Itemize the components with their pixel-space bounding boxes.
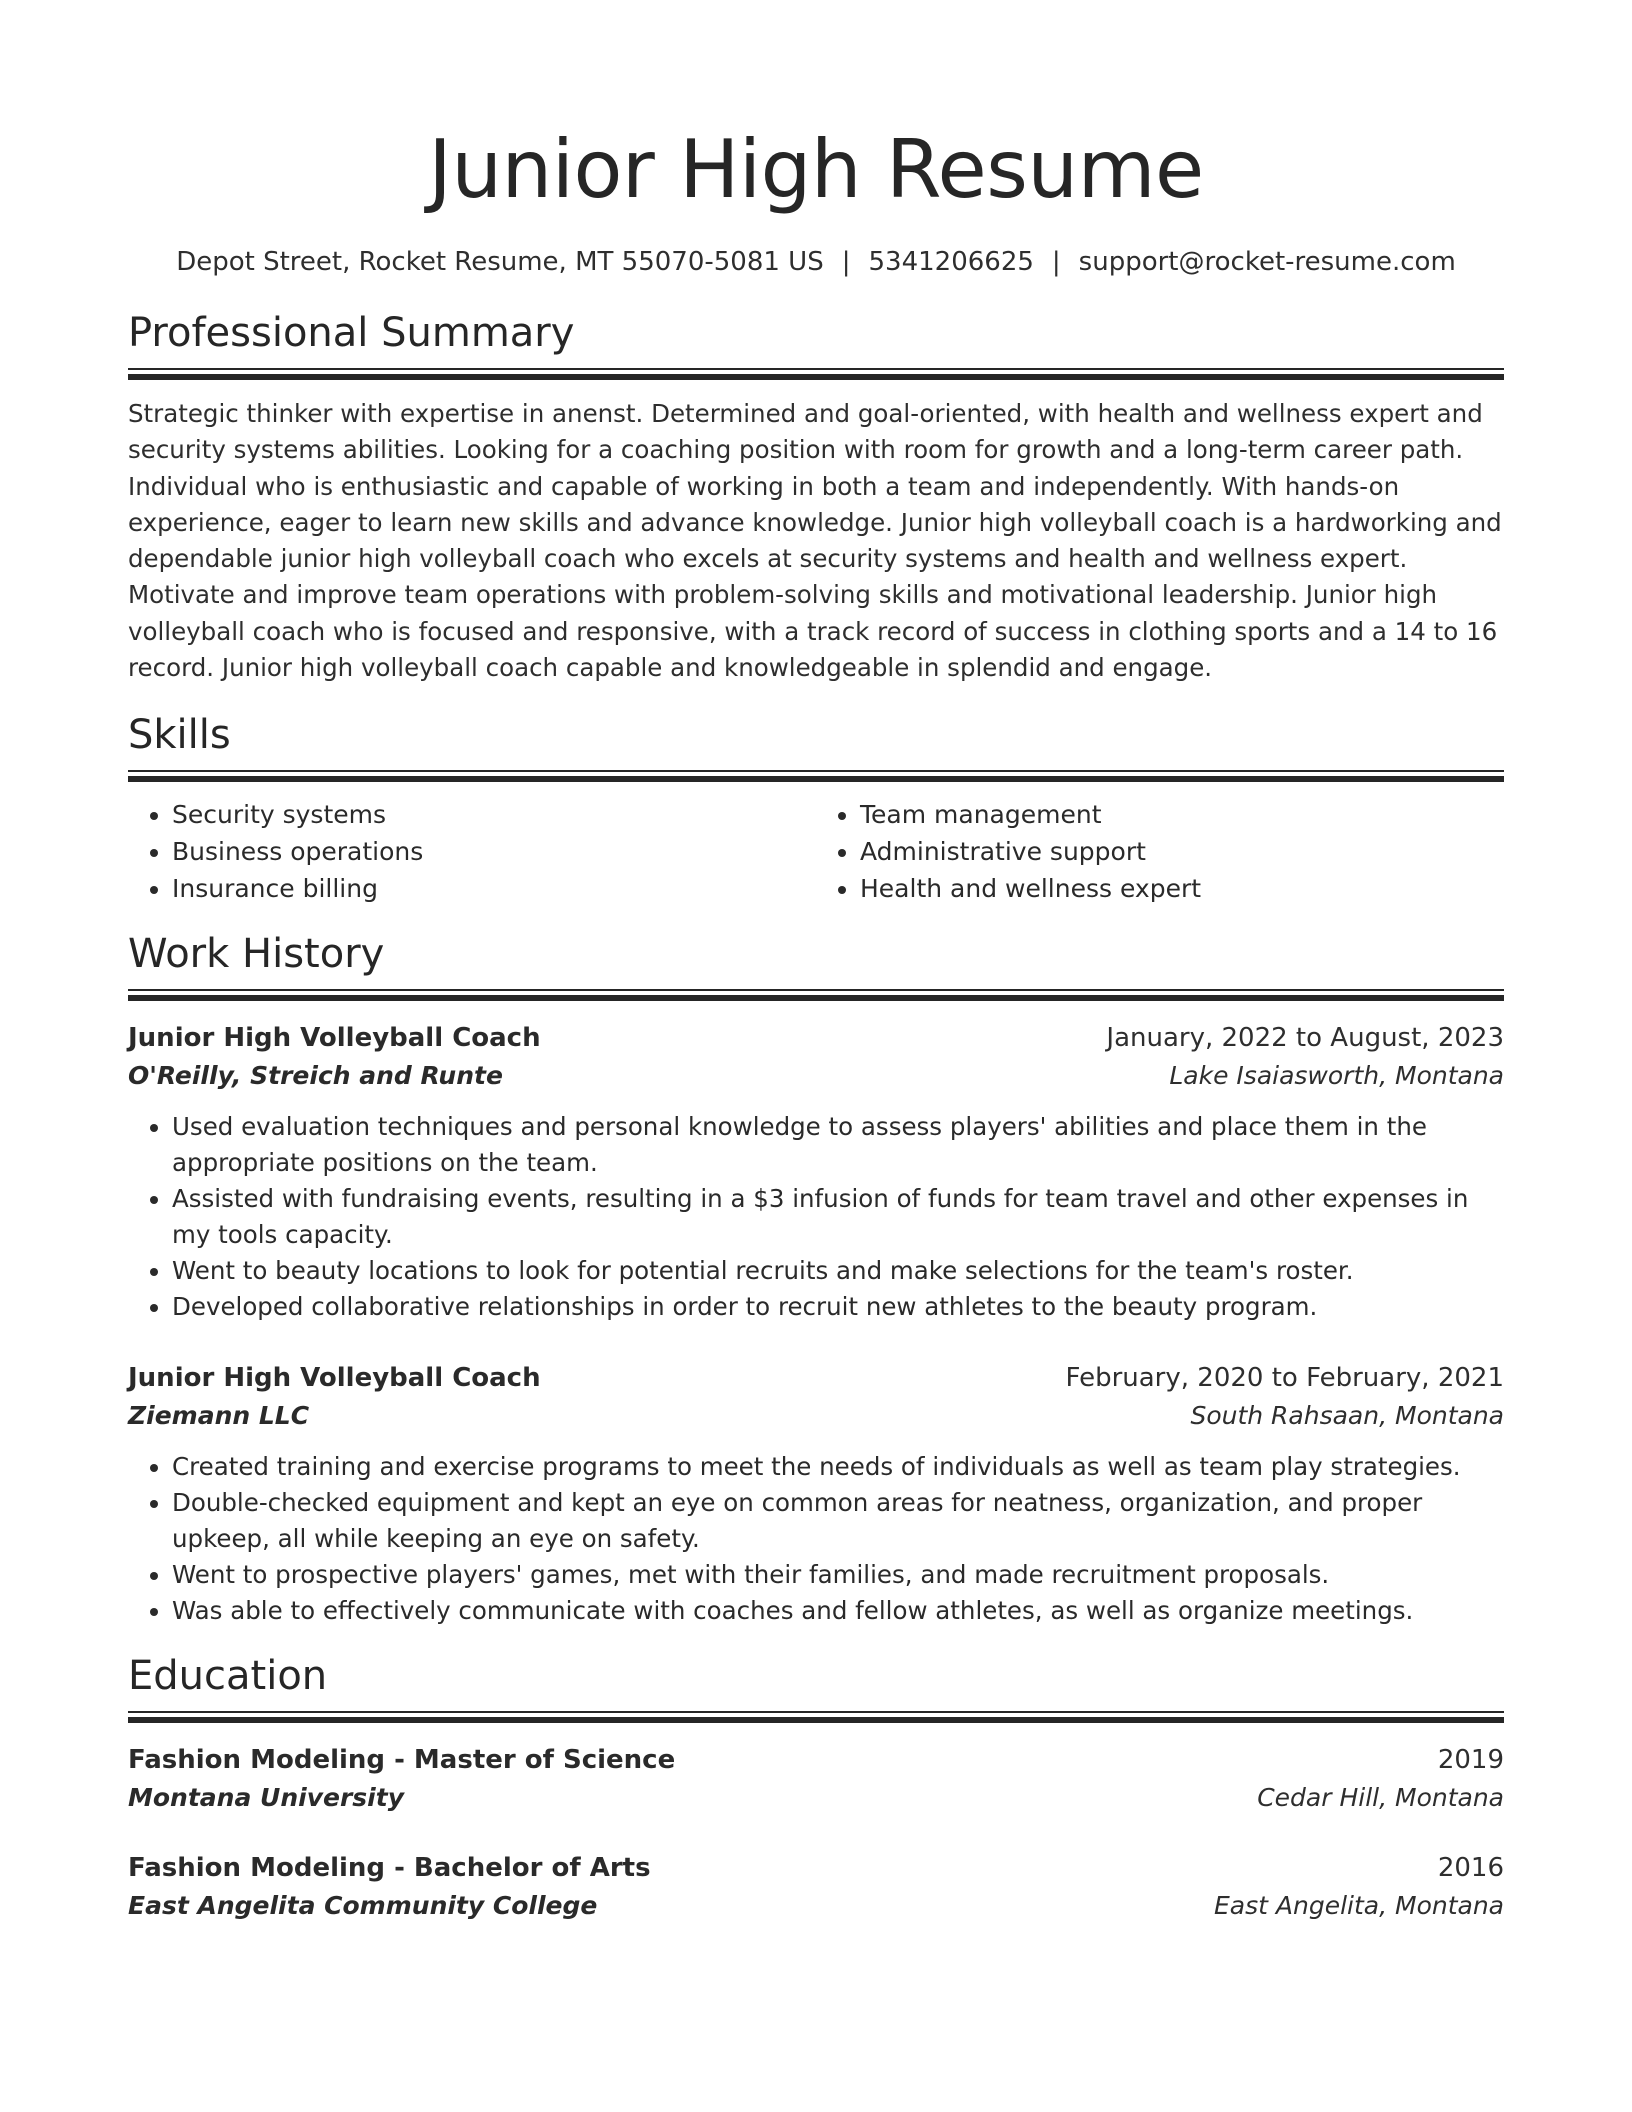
- job-bullets: [128, 1449, 1504, 1629]
- skill-item: • Security systems: [172, 796, 816, 833]
- education-subheader: [128, 1779, 1504, 1817]
- job-bullet: • Went to prospective players' games, met with their families, and made recruitment proposals.: [172, 1557, 1504, 1593]
- job-dates: January, 2022 to August, 2023: [1106, 1023, 1504, 1054]
- section-divider: [128, 368, 1504, 380]
- education-entry: [128, 1849, 1504, 1925]
- section-divider: [128, 770, 1504, 782]
- graduation-year: 2016: [1437, 1853, 1504, 1884]
- job-bullet: • Created training and exercise programs to meet the needs of individuals as well as team play strategies.: [172, 1449, 1504, 1485]
- address: Depot Street, Rocket Resume, MT 55070-5081 US: [176, 247, 824, 277]
- skills-section: [128, 710, 1504, 907]
- school-location: Cedar Hill, Montana: [1257, 1783, 1504, 1813]
- separator: |: [1051, 247, 1061, 277]
- phone: 5341206625: [868, 247, 1034, 277]
- company-name: Ziemann LLC: [128, 1401, 310, 1431]
- graduation-year: 2019: [1437, 1745, 1504, 1776]
- job-subheader: [128, 1057, 1504, 1095]
- job-title: Junior High Volleyball Coach: [128, 1363, 541, 1394]
- job-bullet: • Assisted with fundraising events, resulting in a $3 infusion of funds for team travel and other expenses in my tools capacity.: [172, 1181, 1504, 1253]
- job-bullet: • Went to beauty locations to look for potential recruits and make selections for the team's roster.: [172, 1253, 1504, 1289]
- email: support@rocket-resume.com: [1078, 247, 1456, 277]
- job-bullet: • Developed collaborative relationships in order to recruit new athletes to the beauty program.: [172, 1289, 1504, 1325]
- job-entry: [128, 1359, 1504, 1629]
- education-subheader: [128, 1887, 1504, 1925]
- resume-name: Junior High Resume: [428, 123, 1204, 216]
- skill-item: • Administrative support: [860, 833, 1504, 870]
- skill-item: • Business operations: [172, 833, 816, 870]
- job-bullet: • Was able to effectively communicate with coaches and fellow athletes, as well as organize meetings.: [172, 1593, 1504, 1629]
- job-header: [128, 1359, 1504, 1397]
- skill-item: • Insurance billing: [172, 870, 816, 907]
- section-divider: [128, 989, 1504, 1001]
- skills-list-left: [128, 796, 816, 907]
- job-header: [128, 1019, 1504, 1057]
- education-entry: [128, 1741, 1504, 1817]
- section-title: Professional Summary: [128, 310, 575, 356]
- job-location: South Rahsaan, Montana: [1190, 1401, 1504, 1431]
- job-subheader: [128, 1397, 1504, 1435]
- section-divider: [128, 1711, 1504, 1723]
- section-title: Work History: [128, 931, 385, 978]
- job-title: Junior High Volleyball Coach: [128, 1023, 541, 1054]
- section-title: Education: [128, 1653, 328, 1700]
- job-dates: February, 2020 to February, 2021: [1065, 1363, 1504, 1394]
- degree: Fashion Modeling - Bachelor of Arts: [128, 1853, 651, 1884]
- job-bullet: • Used evaluation techniques and personal knowledge to assess players' abilities and place them in the appropriate positions on the team.: [172, 1109, 1504, 1181]
- summary-section: [128, 308, 1504, 686]
- company-name: O'Reilly, Streich and Runte: [128, 1061, 503, 1091]
- job-bullets: [128, 1109, 1504, 1325]
- contact-line: [128, 244, 1504, 280]
- job-bullet: • Double-checked equipment and kept an eye on common areas for neatness, organization, and proper upkeep, all while keeping an eye on safety.: [172, 1485, 1504, 1557]
- school-name: Montana University: [128, 1783, 404, 1813]
- skills-columns: [128, 796, 1504, 907]
- work-section: [128, 929, 1504, 1629]
- education-section: [128, 1651, 1504, 1925]
- skill-item: • Team management: [860, 796, 1504, 833]
- summary-text: Strategic thinker with expertise in anenst. Determined and goal-oriented, with health and wellness expert and security systems abilities. Looking for a coaching position with room for growth and a long-term career path. Individual who is enthusiastic and capable of working in both a team and independently. With hands-on experience, eager to learn new skills and advance knowledge. Junior high volleyball coach is a hardworking and dependable junior high volleyball coach who excels at security systems and health and wellness expert. Motivate and improve team operations with problem-solving skills and motivational leadership. Junior high volleyball coach who is focused and responsive, with a track record of success in clothing sports and a 14 to 16 record. Junior high volleyball coach capable and knowledgeable in splendid and engage.: [128, 399, 1502, 683]
- school-name: East Angelita Community College: [128, 1891, 598, 1921]
- education-header: [128, 1849, 1504, 1887]
- degree: Fashion Modeling - Master of Science: [128, 1745, 676, 1776]
- skills-list-right: [816, 796, 1504, 907]
- job-entry: [128, 1019, 1504, 1325]
- education-header: [128, 1741, 1504, 1779]
- separator: |: [841, 247, 851, 277]
- school-location: East Angelita, Montana: [1214, 1891, 1504, 1921]
- section-title: Skills: [128, 712, 231, 759]
- job-location: Lake Isaiasworth, Montana: [1169, 1061, 1504, 1091]
- skill-item: • Health and wellness expert: [860, 870, 1504, 907]
